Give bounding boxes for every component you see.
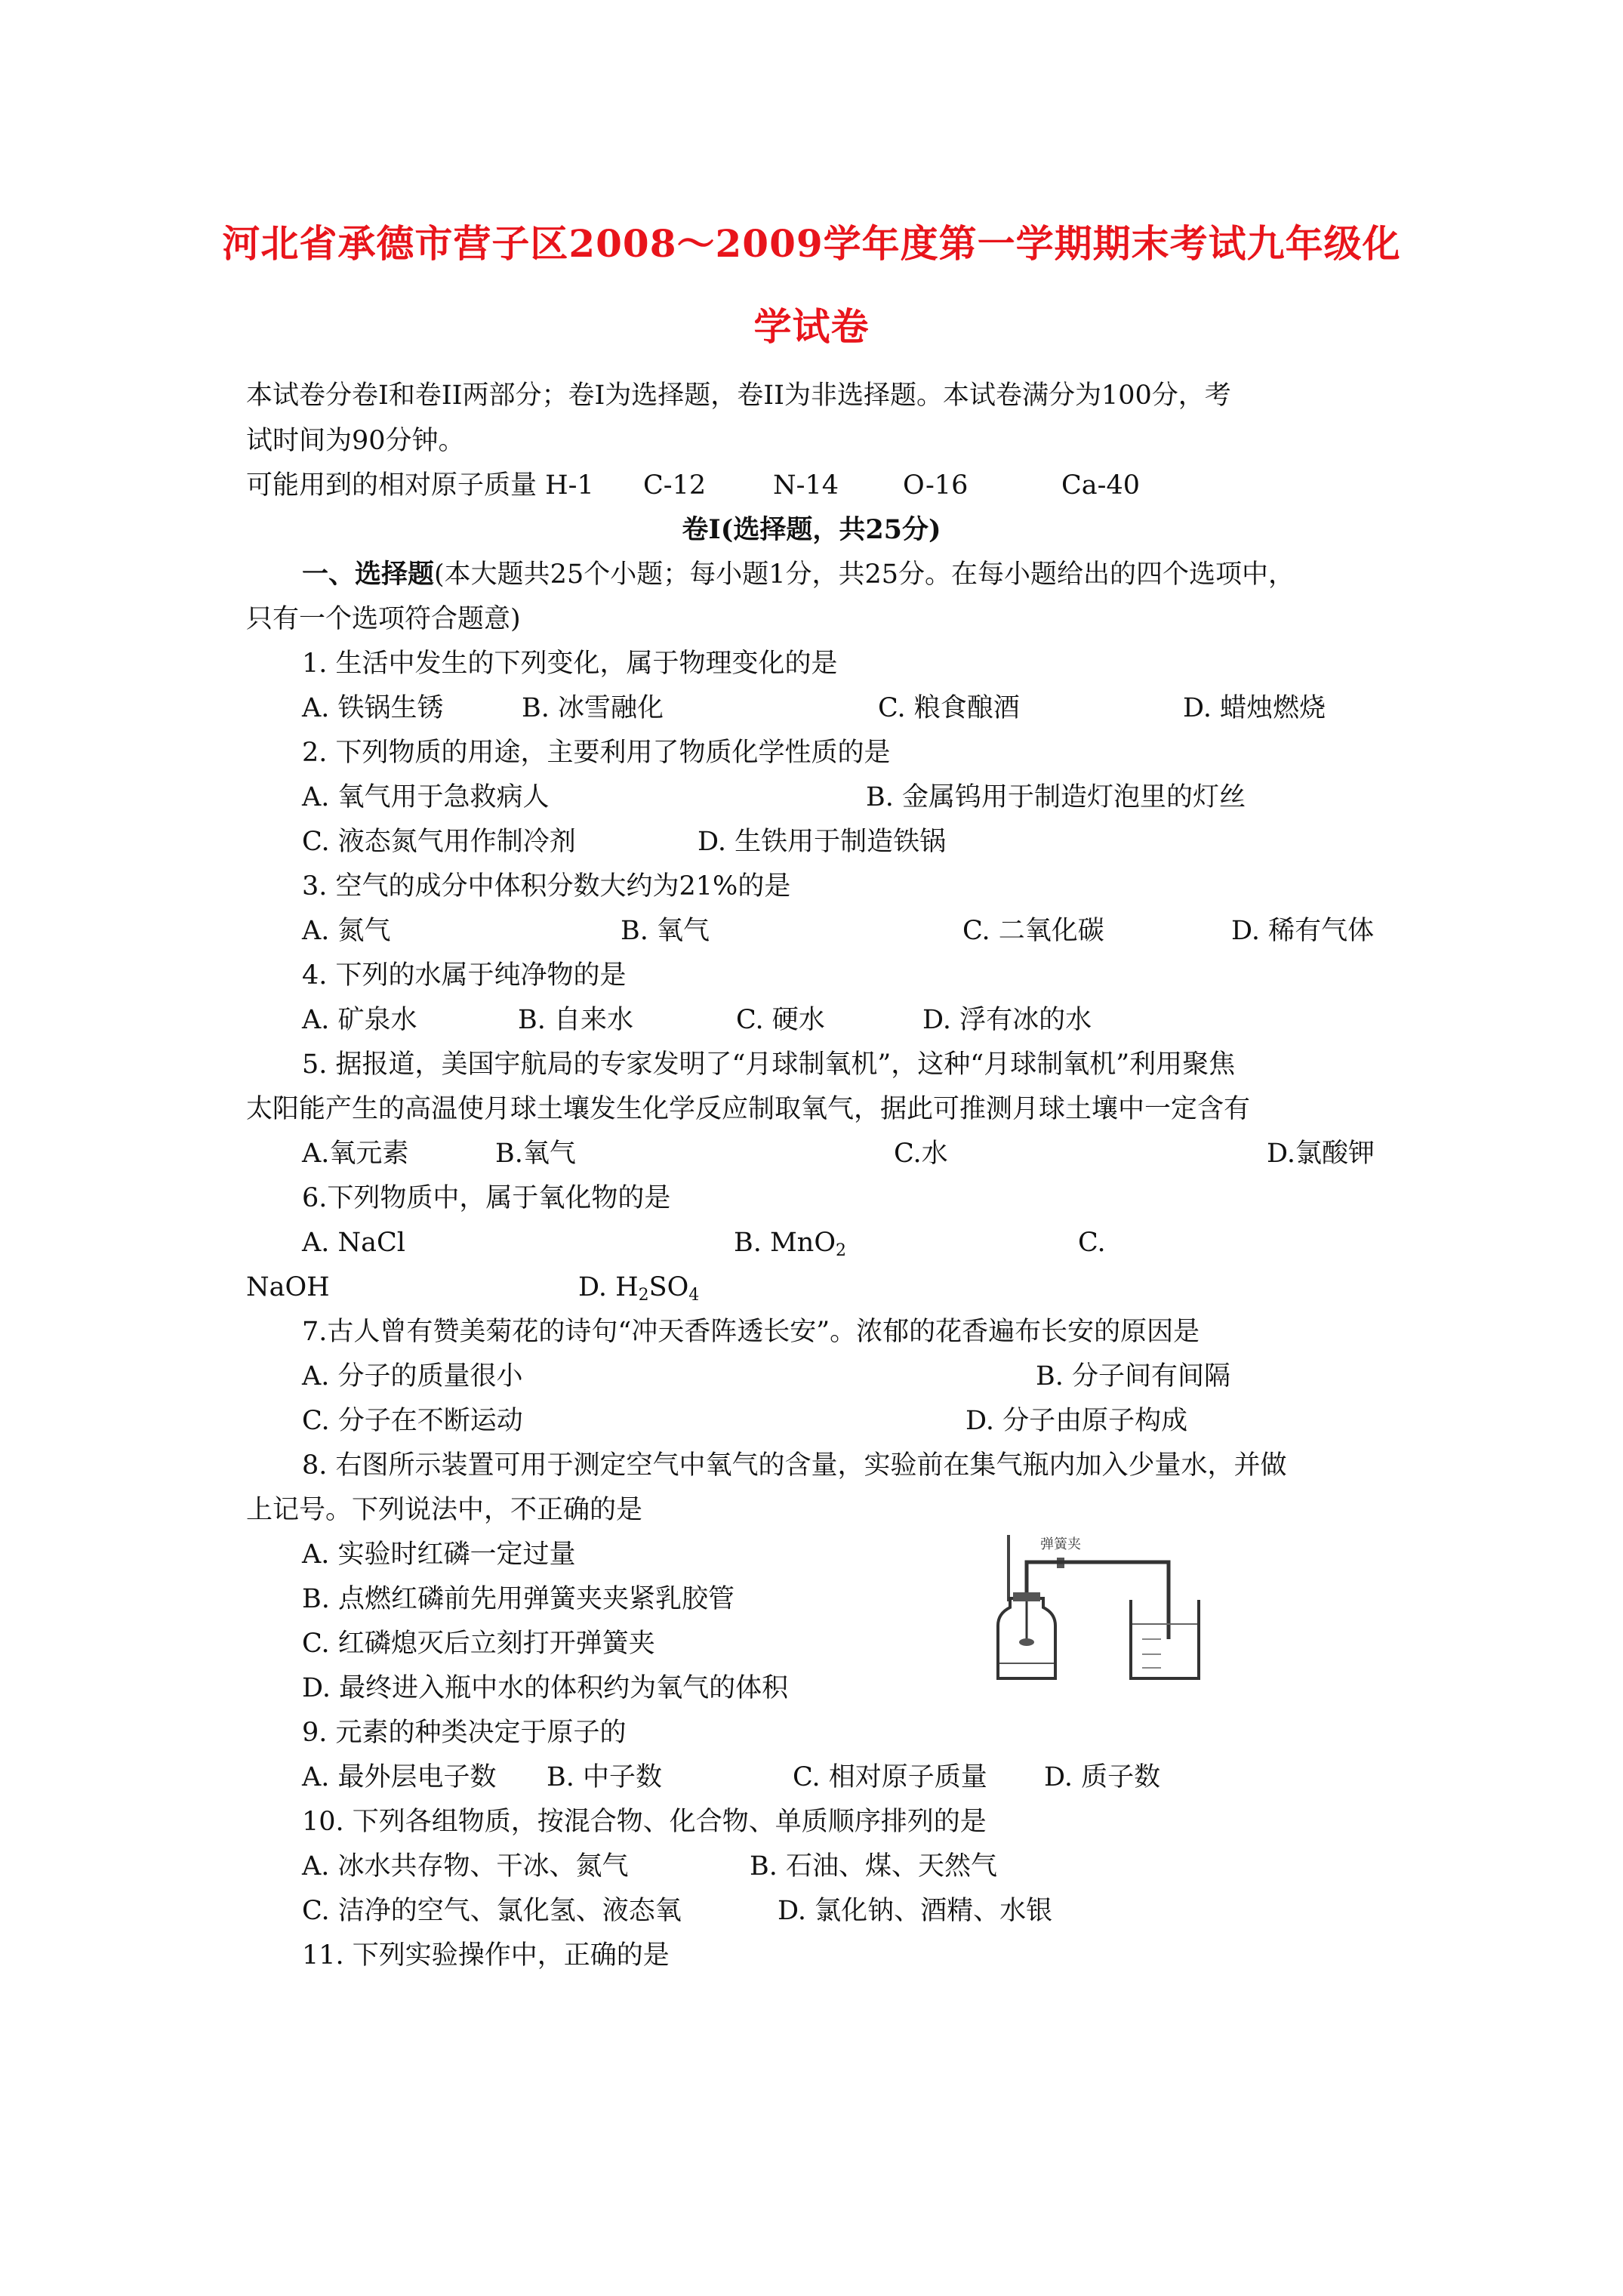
option-d: D. 分子由原子构成 xyxy=(965,1406,1188,1436)
part-intro-text: (本大题共25个小题；每小题1分，共25分。在每小题给出的四个选项中， xyxy=(434,559,1295,590)
part-heading: 一、选择题 xyxy=(302,559,435,590)
question-stem: 1. 生活中发生的下列变化，属于物理变化的是 xyxy=(302,649,838,679)
atomic-mass-c: C-12 xyxy=(643,470,707,501)
option-b: B. 石油、煤、天然气 xyxy=(750,1851,997,1881)
option-d: D. 稀有气体 xyxy=(1231,916,1375,946)
option-b: B. 冰雪融化 xyxy=(522,693,664,723)
option-a: A. 冰水共存物、干冰、氮气 xyxy=(302,1851,629,1881)
option-c: C. 红磷熄灭后立刻打开弹簧夹 xyxy=(302,1629,655,1659)
question-stem: 2. 下列物质的用途，主要利用了物质化学性质的是 xyxy=(302,738,891,768)
option-b-text: B. MnO xyxy=(734,1228,836,1258)
part-intro xyxy=(302,557,1295,592)
option-d-text-mid: SO xyxy=(648,1272,689,1302)
stopper xyxy=(1013,1592,1040,1601)
option-b: B. 自来水 xyxy=(518,1005,633,1035)
question-stem: 9. 元素的种类决定于原子的 xyxy=(302,1718,627,1748)
option-d: D. 生铁用于制造铁锅 xyxy=(698,827,947,857)
option-d: D.氯酸钾 xyxy=(1267,1139,1375,1169)
option-d-text: D. H xyxy=(578,1272,639,1302)
option-d: D. 氯化钠、酒精、水银 xyxy=(778,1896,1053,1926)
atomic-mass-label: 可能用到的相对原子质量 H-1 xyxy=(246,470,594,501)
option-c: C. 二氧化碳 xyxy=(962,916,1104,946)
option-b xyxy=(734,1225,846,1268)
option-b: B. 金属钨用于制造灯泡里的灯丝 xyxy=(866,782,1246,812)
subscript: 2 xyxy=(836,1241,847,1260)
option-a: A. 分子的质量很小 xyxy=(302,1361,523,1391)
option-c: C.水 xyxy=(894,1139,948,1169)
option-a: A. NaCl xyxy=(302,1228,405,1258)
spring-clip-label: 弹簧夹 xyxy=(1040,1536,1081,1552)
option-c: C. 粮食酿酒 xyxy=(878,693,1020,723)
question-stem: 11. 下列实验操作中，正确的是 xyxy=(302,1940,670,1971)
option-d: D. 质子数 xyxy=(1044,1762,1161,1792)
option-a: A. 氧气用于急救病人 xyxy=(302,782,550,812)
question-stem: 4. 下列的水属于纯净物的是 xyxy=(302,960,627,991)
combustion-spoon xyxy=(1019,1638,1034,1646)
beaker xyxy=(1131,1600,1199,1678)
glass-tube xyxy=(1027,1562,1169,1639)
oxygen-experiment-figure xyxy=(980,1526,1200,1688)
part-intro-line: 只有一个选项符合题意) xyxy=(246,604,521,634)
option-a: A. 矿泉水 xyxy=(302,1005,417,1035)
option-d: D. 浮有冰的水 xyxy=(922,1005,1092,1035)
option-c-continued: NaOH xyxy=(246,1272,330,1302)
option-a: A. 实验时红磷一定过量 xyxy=(302,1539,576,1570)
option-c: C. 液态氮气用作制冷剂 xyxy=(302,827,576,857)
option-c: C. xyxy=(1078,1228,1106,1258)
subscript: 2 xyxy=(638,1286,649,1305)
atomic-mass-o: O-16 xyxy=(903,470,969,501)
question-stem: 3. 空气的成分中体积分数大约为21%的是 xyxy=(302,871,791,901)
question-stem: 10. 下列各组物质，按混合物、化合物、单质顺序排列的是 xyxy=(302,1807,987,1837)
question-stem: 7.古人曾有赞美菊花的诗句“冲天香阵透长安”。浓郁的花香遍布长安的原因是 xyxy=(302,1317,1200,1347)
intro-line: 试时间为90分钟。 xyxy=(246,426,465,456)
option-a: A. 铁锅生锈 xyxy=(302,693,444,723)
option-b: B.氧气 xyxy=(495,1139,576,1169)
option-b: B. 氧气 xyxy=(621,916,710,946)
question-stem: 8. 右图所示装置可用于测定空气中氧气的含量，实验前在集气瓶内加入少量水，并做 xyxy=(302,1450,1287,1481)
option-c: C. 洁净的空气、氯化氢、液态氧 xyxy=(302,1896,682,1926)
question-stem: 5. 据报道，美国宇航局的专家发明了“月球制氧机”，这种“月球制氧机”利用聚焦 xyxy=(302,1049,1236,1080)
option-c: C. 分子在不断运动 xyxy=(302,1406,523,1436)
question-stem: 6.下列物质中，属于氧化物的是 xyxy=(302,1183,671,1213)
page-title-continued: 学试卷 xyxy=(753,304,870,349)
option-c: C. 相对原子质量 xyxy=(793,1762,987,1792)
question-stem-continued: 上记号。下列说法中，不正确的是 xyxy=(246,1495,643,1525)
option-d: D. 蜡烛燃烧 xyxy=(1183,693,1326,723)
question-stem-continued: 太阳能产生的高温使月球土壤发生化学反应制取氧气，据此可推测月球土壤中一定含有 xyxy=(246,1094,1251,1124)
option-d: D. 最终进入瓶中水的体积约为氧气的体积 xyxy=(302,1673,789,1703)
option-a: A. 氮气 xyxy=(302,916,391,946)
page-title: 河北省承德市营子区2008～2009学年度第一学期期末考试九年级化 xyxy=(222,221,1401,266)
option-b: B. 点燃红磷前先用弹簧夹夹紧乳胶管 xyxy=(302,1584,735,1614)
option-c: C. 硬水 xyxy=(736,1005,825,1035)
option-d xyxy=(578,1270,699,1313)
option-a: A.氧元素 xyxy=(302,1139,409,1169)
atomic-mass-n: N-14 xyxy=(773,470,839,501)
atomic-mass-ca: Ca-40 xyxy=(1061,470,1141,501)
option-b: B. 中子数 xyxy=(547,1762,662,1792)
option-b: B. 分子间有间隔 xyxy=(1036,1361,1230,1391)
option-a: A. 最外层电子数 xyxy=(302,1762,497,1792)
subscript: 4 xyxy=(688,1286,700,1305)
section-title: 卷I(选择题，共25分) xyxy=(682,514,941,545)
intro-line: 本试卷分卷I和卷II两部分；卷I为选择题，卷II为非选择题。本试卷满分为100分，考 xyxy=(246,381,1231,411)
